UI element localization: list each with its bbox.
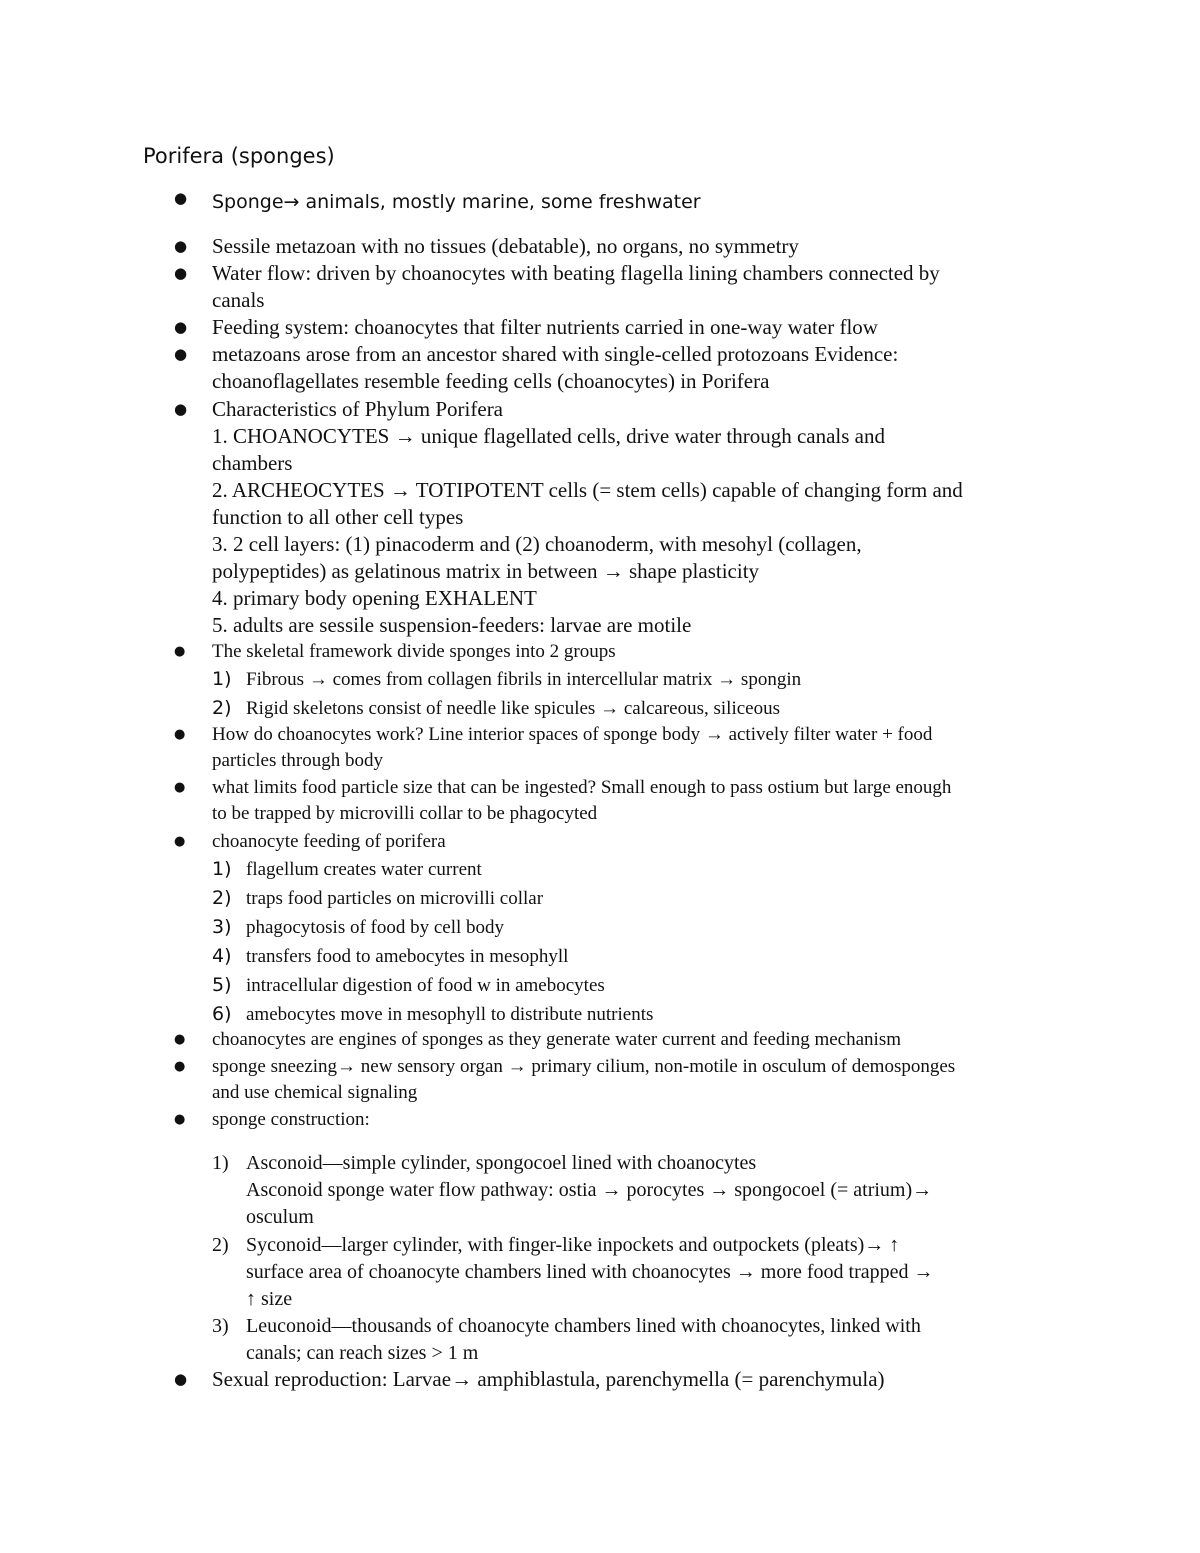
- bullet-text: canals: [212, 288, 265, 312]
- numbered-item: 3) phagocytosis of food by cell body: [212, 916, 505, 938]
- bullet-text: choanocytes are engines of sponges as they generate water current and feeding mechanism: [212, 1029, 901, 1050]
- bullet-text: to be trapped by microvilli collar to be phagocyted: [212, 803, 598, 824]
- bullet-text: 3. 2 cell layers: (1) pinacoderm and (2) choanoderm, with mesohyl (collagen,: [212, 532, 862, 556]
- bullet-text: choanoflagellates resemble feeding cells (choanocytes) in Porifera: [212, 369, 770, 393]
- bullet-text: choanocyte feeding of porifera: [212, 831, 446, 852]
- numbered-item: 2) traps food particles on microvilli collar: [212, 887, 544, 909]
- bullet-text: 2. ARCHEOCYTES → TOTIPOTENT cells (= stem cells) capable of changing form and: [212, 478, 963, 502]
- bullet-text: metazoans arose from an ancestor shared with single-celled protozoans Evidence:: [212, 342, 899, 366]
- list-item: [174, 722, 1072, 774]
- list-item: [174, 233, 1072, 260]
- bullet-text: what limits food particle size that can be ingested? Small enough to pass ostium but large enough: [212, 777, 952, 798]
- bullet-icon: ●: [174, 1370, 188, 1388]
- bullet-text: 1. CHOANOCYTES → unique flagellated cells, drive water through canals and: [212, 424, 885, 448]
- numbered-item: 2) Syconoid—larger cylinder, with finger-like inpockets and outpockets (pleats)→ ↑ surface area of choanocyte chambers lined with choanocytes → more food trapped → ↑ size: [212, 1234, 934, 1310]
- list-item: [174, 314, 1072, 341]
- numbered-item: 1) Fibrous → comes from collagen fibrils in intercellular matrix → spongin: [212, 668, 802, 690]
- bullet-text: 5. adults are sessile suspension-feeders: larvae are motile: [212, 613, 692, 637]
- bullet-icon: ●: [174, 318, 188, 336]
- numbered-item: 1) flagellum creates water current: [212, 858, 482, 880]
- bullet-icon: ●: [174, 727, 186, 742]
- numbered-item: 6) amebocytes move in mesophyll to distribute nutrients: [212, 1003, 654, 1025]
- numbered-item: 4) transfers food to amebocytes in mesophyll: [212, 945, 569, 967]
- bullet-text: sponge construction:: [212, 1109, 370, 1130]
- list-item: [174, 829, 1072, 1029]
- bullet-text: How do choanocytes work? Line interior spaces of sponge body → actively filter water + food: [212, 724, 933, 745]
- numbered-item: 3) Leuconoid—thousands of choanocyte chambers lined with choanocytes, linked with canals; can reach sizes > 1 m: [212, 1315, 921, 1364]
- bullet-text: Characteristics of Phylum Porifera: [212, 397, 504, 421]
- list-item: [174, 1107, 1072, 1133]
- list-item: [174, 1366, 1072, 1393]
- list-item: [174, 260, 1072, 314]
- bullet-text: Sexual reproduction: Larvae→ amphiblastula, parenchymella (= parenchymula): [212, 1367, 885, 1391]
- list-item: [174, 396, 1072, 639]
- bullet-text: sponge sneezing→ new sensory organ → primary cilium, non-motile in osculum of demosponges: [212, 1056, 956, 1077]
- list-item: [174, 639, 1072, 723]
- bullet-text: Feeding system: choanocytes that filter nutrients carried in one-way water flow: [212, 315, 878, 339]
- bullet-text: Water flow: driven by choanocytes with beating flagella lining chambers connected by: [212, 261, 940, 285]
- bullet-text: Sponge→ animals, mostly marine, some freshwater: [212, 191, 701, 213]
- bullet-text: The skeletal framework divide sponges into 2 groups: [212, 641, 616, 662]
- bullet-icon: ●: [174, 780, 186, 795]
- bullet-icon: ●: [174, 1112, 186, 1127]
- numbered-item: 1) Asconoid—simple cylinder, spongocoel lined with choanocytes Asconoid sponge water flow pathway: ostia → porocytes → spongocoel (= atrium)→ osculum: [212, 1152, 933, 1228]
- list-item: [174, 189, 1072, 215]
- bullet-icon: ●: [174, 1032, 186, 1047]
- numbered-item: 2) Rigid skeletons consist of needle like spicules → calcareous, siliceous: [212, 697, 780, 719]
- numbered-item: 5) intracellular digestion of food w in amebocytes: [212, 974, 605, 996]
- bullet-icon: ●: [174, 264, 188, 282]
- bullet-text: particles through body: [212, 750, 383, 771]
- bullet-text: function to all other cell types: [212, 505, 464, 529]
- list-item: [174, 1027, 1072, 1053]
- bullet-icon: ●: [174, 834, 186, 849]
- bullet-icon: ●: [174, 644, 186, 659]
- bullet-icon: ●: [174, 237, 188, 255]
- bullet-text: 4. primary body opening EXHALENT: [212, 586, 537, 610]
- bullet-text: and use chemical signaling: [212, 1082, 418, 1103]
- bullet-icon: ●: [174, 1059, 186, 1074]
- bullet-text: chambers: [212, 451, 293, 475]
- bullet-text: Sessile metazoan with no tissues (debatable), no organs, no symmetry: [212, 234, 799, 258]
- bullet-icon: ●: [174, 400, 188, 418]
- list-item: [174, 341, 1072, 395]
- list-item: [174, 775, 1072, 827]
- list-item: [174, 1054, 1072, 1106]
- bullet-text: polypeptides) as gelatinous matrix in between → shape plasticity: [212, 559, 760, 583]
- page-title: Porifera (sponges): [143, 144, 335, 168]
- bullet-icon: ●: [174, 345, 188, 363]
- bullet-icon: ●: [174, 189, 188, 207]
